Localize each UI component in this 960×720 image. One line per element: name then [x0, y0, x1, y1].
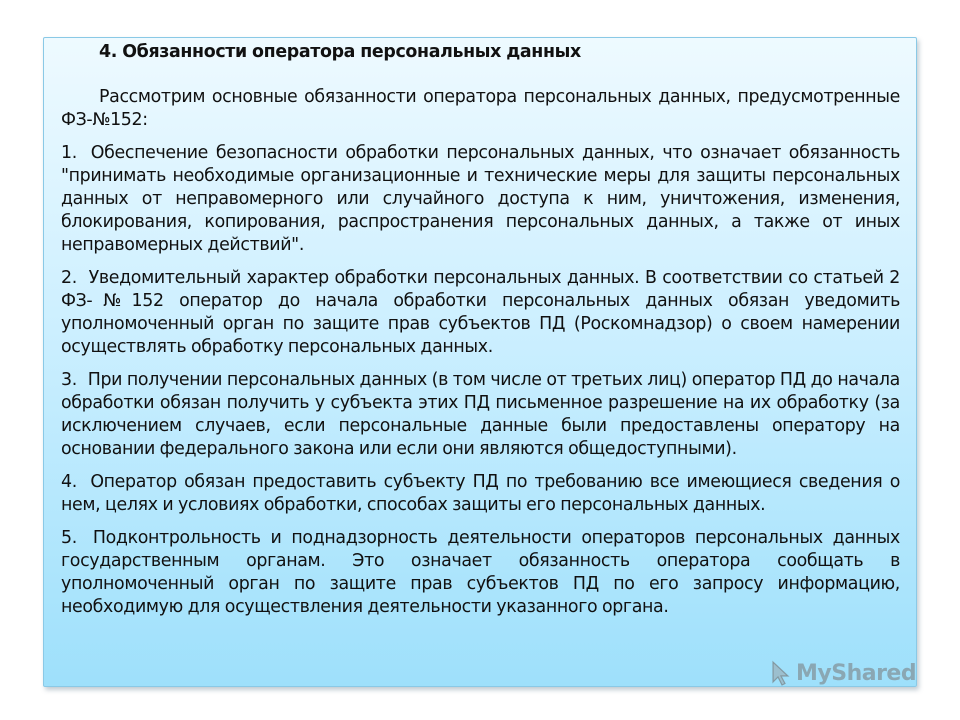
watermark-text: MyShared: [796, 660, 917, 686]
list-item: [61, 267, 900, 359]
list-item: [61, 142, 900, 257]
list-item-number: 4.: [61, 472, 77, 492]
list-item-number: 2.: [61, 268, 77, 288]
content-panel: [43, 37, 917, 687]
list-item-text: Подконтрольность и поднадзорность деятельности операторов персональных данных государственным органам. Это означает обязанность оператора сообщать в уполномоченный орган по защите прав субъектов ПД по его запросу информацию, необходимую для осуществления деятельности указанного органа.: [61, 528, 900, 617]
list-item-number: 3.: [61, 370, 77, 390]
mouse-cursor-icon: [770, 660, 792, 686]
list-item-number: 5.: [61, 528, 77, 548]
list-item-text: Обеспечение безопасности обработки персональных данных, что означает обязанность "принимать необходимые организационные и технические меры для защиты персональных данных от неправомерного или случайного доступа к ним, уничтожения, изменения, блокирования, копирования, распространения персональных данных, а также от иных неправомерных действий".: [61, 143, 900, 255]
intro-paragraph: Рассмотрим основные обязанности оператора персональных данных, предусмотренные ФЗ-№152:: [61, 87, 900, 130]
section-heading: 4. Обязанности оператора персональных данных: [99, 42, 581, 62]
list-item-text: При получении персональных данных (в том числе от третьих лиц) оператор ПД до начала обработки обязан получить у субъекта этих ПД письменное разрешение на их обработку (за исключением случаев, если персональные данные были предоставлены оператору на основании федерального закона или если они являются общедоступными).: [61, 370, 900, 459]
list-item-number: 1.: [61, 143, 77, 163]
list-item: [61, 369, 900, 461]
watermark-logo: [770, 660, 916, 686]
list-item-text: Уведомительный характер обработки персональных данных. В соответствии со статьей 2 ФЗ-№152 оператор до начала обработки персональных данных обязан уведомить уполномоченный орган по защите прав субъектов ПД (Роскомнадзор) о своем намерении осуществлять обработку персональных данных.: [61, 268, 900, 357]
list-item: [61, 471, 900, 517]
list-item-text: Оператор обязан предоставить субъекту ПД по требованию все имеющиеся сведения о нем, целях и условиях обработки, способах защиты его персональных данных.: [61, 472, 900, 515]
list-item: [61, 527, 900, 619]
